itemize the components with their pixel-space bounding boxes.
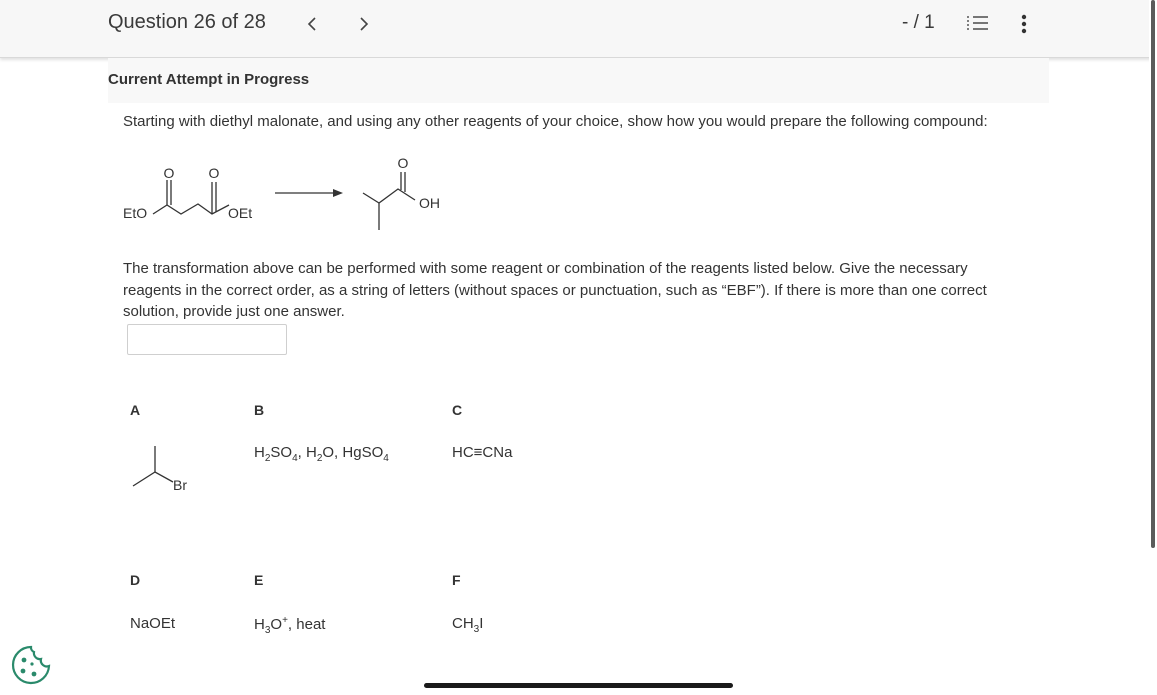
- product-carbonyl-oxygen: O: [397, 155, 409, 171]
- reaction-scheme: [115, 150, 475, 240]
- product-structure: [363, 155, 440, 230]
- option-b-text: $H_2SO_4$, $H_2O$, HgSO$_4$: [254, 444, 389, 464]
- answer-input[interactable]: [127, 324, 287, 355]
- eto-label: EtO: [123, 205, 148, 221]
- oh-label: OH: [419, 195, 440, 211]
- option-d-letter: D: [130, 572, 141, 588]
- more-vertical-icon: [1014, 10, 1034, 38]
- cookie-icon: [10, 644, 52, 686]
- score-display: - / 1: [902, 12, 935, 33]
- list-icon: [965, 12, 991, 36]
- home-indicator: [424, 683, 733, 688]
- more-options-button[interactable]: [1014, 10, 1034, 38]
- carbonyl-oxygen-1: O: [163, 165, 175, 181]
- cookie-settings-button[interactable]: [10, 644, 52, 686]
- option-e-letter: E: [254, 572, 264, 588]
- chevron-right-icon: [358, 16, 370, 32]
- option-f-text: $CH_3I$: [452, 615, 484, 635]
- option-a-letter: A: [130, 402, 141, 418]
- question-counter: Question 26 of 28: [108, 11, 266, 33]
- previous-question-button[interactable]: [300, 10, 324, 38]
- option-b-letter: B: [254, 402, 265, 418]
- reaction-arrow: [275, 189, 343, 197]
- option-d-text: NaOEt: [130, 615, 176, 632]
- option-a-structure: [125, 440, 205, 495]
- page-scrollbar[interactable]: [1149, 0, 1157, 695]
- next-question-button[interactable]: [352, 10, 376, 38]
- diethyl-malonate-structure: [123, 165, 252, 221]
- oet-label: OEt: [228, 205, 253, 221]
- br-label: Br: [173, 477, 187, 493]
- question-list-button[interactable]: [965, 12, 991, 36]
- question-prompt: Starting with diethyl malonate, and using any other reagents of your choice, show how you would prepare the following compound:: [123, 113, 988, 130]
- option-f-letter: F: [452, 572, 461, 588]
- option-c-text: HC≡CNa: [452, 444, 513, 461]
- instructions-text: The transformation above can be performed with some reagent or combination of the reagents listed below. Give the necessary reagents in the correct order, as a string of letters (without spaces or punctuation, such as “EBF”). If there is more than one correct solution, provide just one answer.: [123, 260, 987, 320]
- scrollbar-thumb[interactable]: [1151, 0, 1155, 548]
- top-bar: [0, 0, 1157, 58]
- attempt-status: Current Attempt in Progress: [108, 71, 310, 88]
- option-e-text: $H_3O^+$, heat: [254, 615, 326, 636]
- chevron-left-icon: [306, 16, 318, 32]
- option-c-letter: C: [452, 402, 463, 418]
- carbonyl-oxygen-2: O: [208, 165, 220, 181]
